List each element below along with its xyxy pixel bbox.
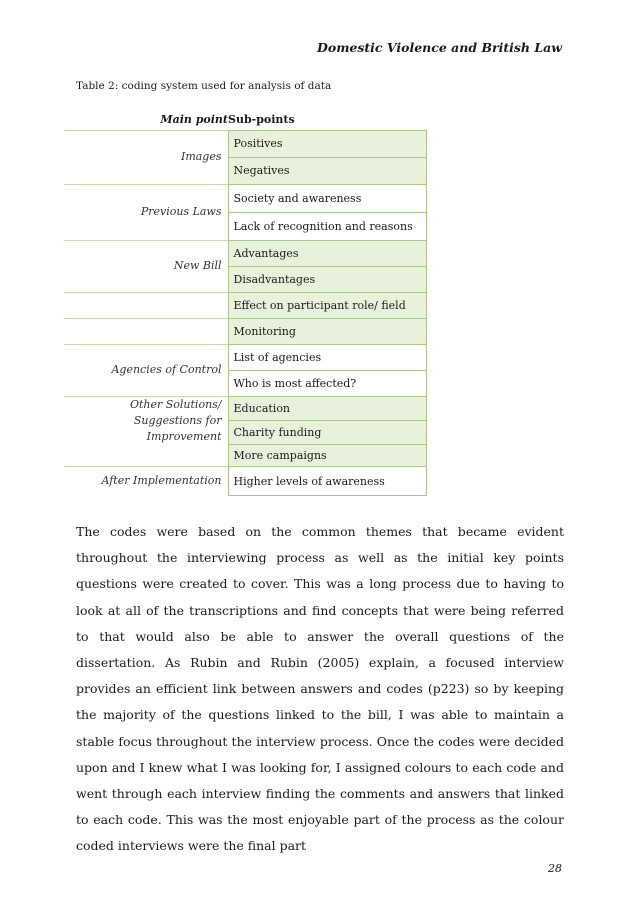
main-point-cell: Agencies of Control bbox=[64, 344, 228, 396]
column-header-sub-points: Sub-points bbox=[228, 113, 295, 127]
body-paragraph: The codes were based on the common themes that became evident throughout the interviewing process as well as the initial key points questions were created to cover. This was a long process due to having to look at all of the transcriptions and find concepts that were being referred to that would also be able to answer the overall questions of the dissertation. As Rubin and Rubin (2005) explain, a focused interview provides an efficient link between answers and codes (p223) so by keeping the majority of the questions linked to the bill, I was able to maintain a stable focus throughout the interview process. Once the codes were decided upon and I knew what I was looking for, I assigned colours to each code and went through each interview finding the comments and answers that linked to each code. This was the most enjoyable part of the process as the colour coded interviews were the final part bbox=[76, 524, 564, 854]
coding-table bbox=[64, 110, 427, 496]
table-row bbox=[64, 184, 426, 212]
main-point-cell-empty bbox=[64, 445, 228, 467]
main-point-label-line1: Other Solutions/ bbox=[129, 397, 222, 411]
main-point-cell-empty bbox=[64, 318, 228, 344]
table-row bbox=[64, 292, 426, 318]
sub-point-cell: Charity funding bbox=[228, 421, 426, 445]
sub-point-cell: List of agencies bbox=[228, 344, 426, 370]
table-row bbox=[64, 240, 426, 266]
main-point-cell: New Bill bbox=[64, 240, 228, 292]
table-row bbox=[64, 344, 426, 370]
table-row bbox=[64, 318, 426, 344]
sub-point-cell: Negatives bbox=[228, 157, 426, 184]
running-header: Domestic Violence and British Law bbox=[317, 40, 562, 55]
sub-point-cell: Monitoring bbox=[228, 318, 426, 344]
table-row bbox=[64, 396, 426, 421]
table-row bbox=[64, 130, 426, 157]
table-row bbox=[64, 467, 426, 496]
table-caption: Table 2: coding system used for analysis of data bbox=[76, 80, 332, 92]
page-number: 28 bbox=[548, 862, 562, 875]
table-header-row bbox=[64, 110, 426, 130]
main-point-cell bbox=[64, 396, 228, 445]
main-point-cell: Previous Laws bbox=[64, 184, 228, 240]
sub-point-cell: Lack of recognition and reasons bbox=[228, 212, 426, 240]
main-point-cell: Images bbox=[64, 130, 228, 184]
table-row bbox=[64, 445, 426, 467]
main-point-cell: After Implementation bbox=[64, 467, 228, 496]
sub-point-cell: Advantages bbox=[228, 240, 426, 266]
sub-point-cell: Disadvantages bbox=[228, 266, 426, 292]
main-point-cell-empty bbox=[64, 292, 228, 318]
sub-point-cell: Positives bbox=[228, 130, 426, 157]
column-header-main-point: Main point bbox=[160, 113, 228, 127]
main-point-label-line2: Suggestions for Improvement bbox=[133, 413, 222, 443]
sub-point-cell: Effect on participant role/ field bbox=[228, 292, 426, 318]
sub-point-cell: Society and awareness bbox=[228, 184, 426, 212]
sub-point-cell: More campaigns bbox=[228, 445, 426, 467]
sub-point-cell: Who is most affected? bbox=[228, 370, 426, 396]
sub-point-cell: Higher levels of awareness bbox=[228, 467, 426, 496]
sub-point-cell: Education bbox=[228, 396, 426, 421]
